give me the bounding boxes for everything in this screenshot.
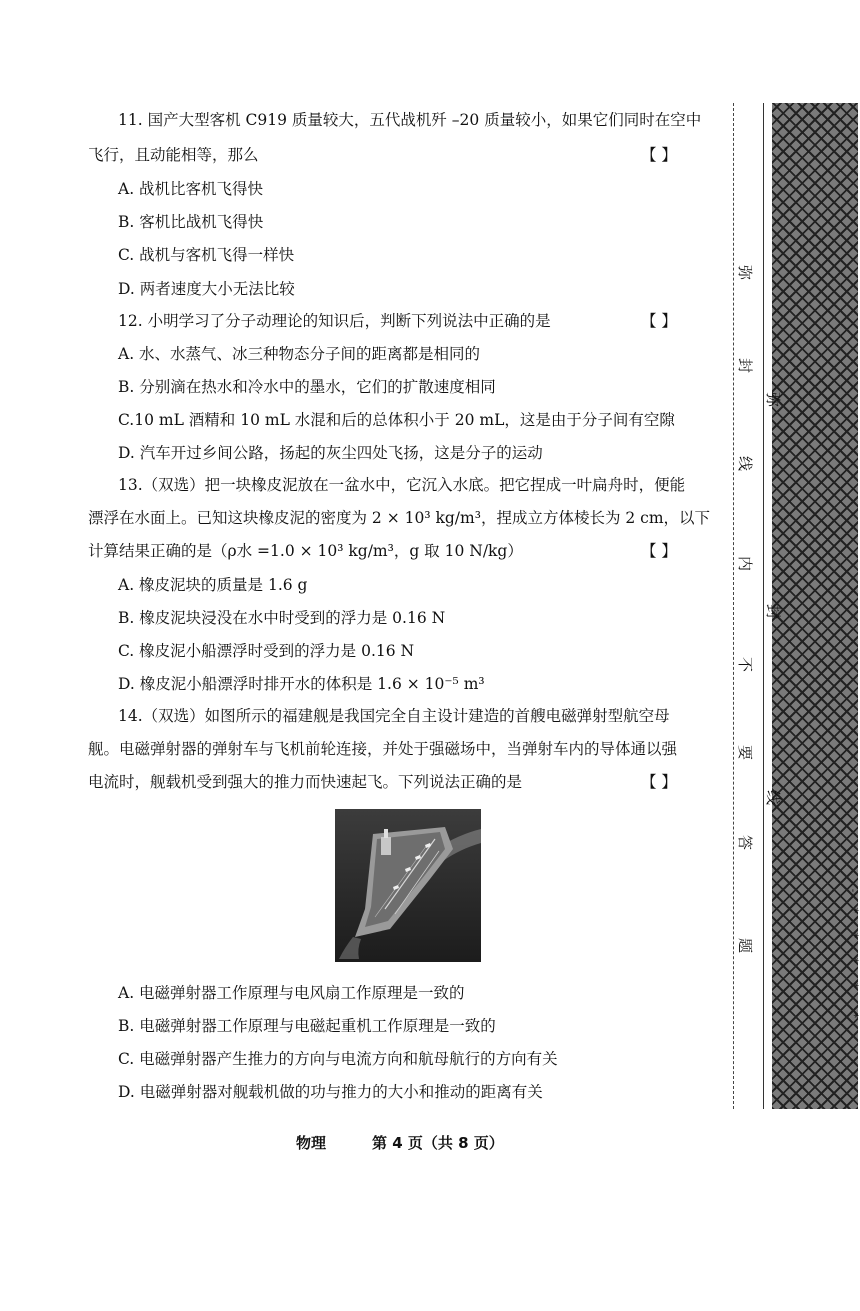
seal-char-inner-3: 线 [764,789,783,806]
q13-option-b: B. 橡皮泥块浸没在水中时受到的浮力是 0.16 N [118,609,446,627]
footer-subject: 物理 [296,1134,327,1152]
q11-option-d: D. 两者速度大小无法比较 [118,280,295,298]
q11-answer-bracket: 【 】 [641,146,677,164]
q11-option-a: A. 战机比客机飞得快 [118,180,264,198]
q12-option-d: D. 汽车开过乡间公路，扬起的灰尘四处飞扬，这是分子的运动 [118,444,543,462]
q14-option-a: A. 电磁弹射器工作原理与电风扇工作原理是一致的 [118,984,465,1002]
q11-stem-line2: 飞行，且动能相等，那么 [88,146,259,164]
q14-answer-bracket: 【 】 [641,773,677,791]
seal-tick-1: - [847,888,859,893]
q13-stem-line2: 漂浮在水面上。已知这块橡皮泥的密度为 2 × 10³ kg/m³，捏成立方体棱长为 2 cm，以下 [88,509,711,527]
seal-char-inner-1: 弥 [764,391,783,408]
q12-option-a: A. 水、水蒸气、冰三种物态分子间的距离都是相同的 [118,345,481,363]
q11-option-c: C. 战机与客机飞得一样快 [118,246,295,264]
q12-answer-bracket: 【 】 [641,312,677,330]
seal-tick-6: * [848,1013,859,1018]
seal-tick-5: * [848,983,859,988]
seal-char-outer-4: 内 [736,555,755,572]
seal-tick-4: * [848,958,859,963]
q13-option-d: D. 橡皮泥小船漂浮时排开水的体积是 1.6 × 10⁻⁵ m³ [118,675,485,693]
seal-char-outer-5: 不 [736,656,755,673]
footer-page-number: 第 4 页（共 8 页） [372,1134,504,1152]
q13-stem-line3: 计算结果正确的是（ρ水 =1.0 × 10³ kg/m³，g 取 10 N/kg） [88,542,523,560]
q14-option-b: B. 电磁弹射器工作原理与电磁起重机工作原理是一致的 [118,1017,496,1035]
seal-char-outer-3: 线 [736,455,755,472]
q13-answer-bracket: 【 】 [641,542,677,560]
seal-char-inner-2: 封 [764,603,783,620]
aircraft-carrier-photo [335,809,481,962]
seal-tick-3: * [848,933,859,938]
q14-option-d: D. 电磁弹射器对舰载机做的功与推力的大小和推动的距离有关 [118,1083,543,1101]
seal-tick-2: * [848,908,859,913]
seal-hatch-pattern [772,103,858,1109]
seal-char-outer-8: 题 [736,937,755,954]
aircraft-carrier-illustration [335,809,481,962]
q12-stem-line1: 12. 小明学习了分子动理论的知识后，判断下列说法中正确的是 [118,312,551,330]
q11-option-b: B. 客机比战机飞得快 [118,213,264,231]
seal-char-outer-7: 答 [736,834,755,851]
q13-stem-line1: 13.（双选）把一块橡皮泥放在一盆水中，它沉入水底。把它捏成一叶扁舟时，便能 [118,476,686,494]
q12-option-c: C.10 mL 酒精和 10 mL 水混和后的总体积小于 20 mL，这是由于分子间有空隙 [118,411,675,429]
q14-stem-line3: 电流时，舰载机受到强大的推力而快速起飞。下列说法正确的是 [88,773,523,791]
q14-stem-line1: 14.（双选）如图所示的福建舰是我国完全自主设计建造的首艘电磁弹射型航空母 [118,707,670,725]
seal-char-outer-6: 要 [736,744,755,761]
seal-char-outer-1: 弥 [736,264,755,281]
q14-option-c: C. 电磁弹射器产生推力的方向与电流方向和航母航行的方向有关 [118,1050,558,1068]
q13-option-a: A. 橡皮泥块的质量是 1.6 g [118,576,308,594]
q14-stem-line2: 舰。电磁弹射器的弹射车与飞机前轮连接，并处于强磁场中，当弹射车内的导体通以强 [88,740,678,758]
q13-option-c: C. 橡皮泥小船漂浮时受到的浮力是 0.16 N [118,642,415,660]
q11-stem-line1: 11. 国产大型客机 C919 质量较大，五代战机歼 –20 质量较小，如果它们同时在空中 [118,111,702,129]
seal-dashed-line [733,103,734,1109]
q12-option-b: B. 分别滴在热水和冷水中的墨水，它们的扩散速度相同 [118,378,496,396]
seal-char-outer-2: 封 [736,357,755,374]
